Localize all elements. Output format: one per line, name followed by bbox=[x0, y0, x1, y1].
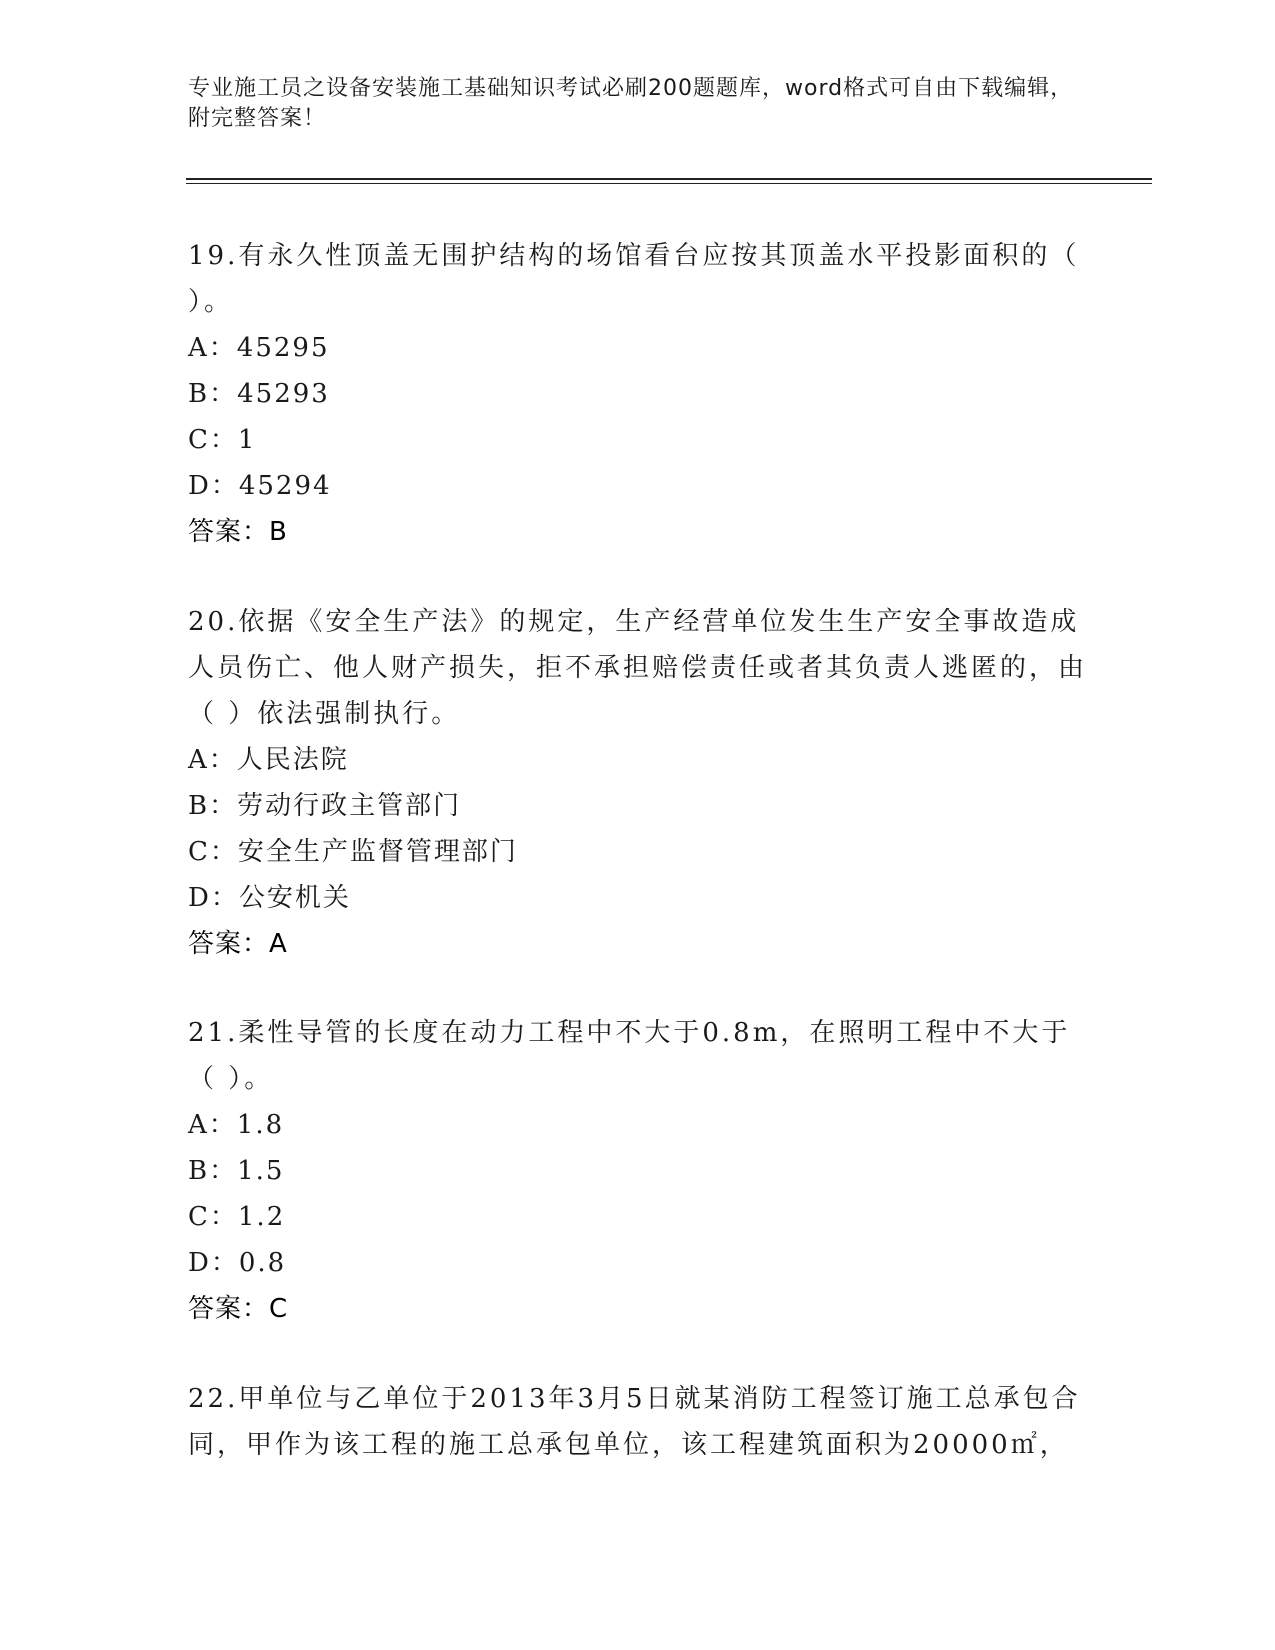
option-b: B：45293 bbox=[188, 379, 330, 409]
question-stem: 22.甲单位与乙单位于2013年3月5日就某消防工程签订施工总承包合同，甲作为该工程的施工总承包单位，该工程建筑面积为20000㎡， bbox=[188, 1384, 1081, 1460]
option-d: D：0.8 bbox=[188, 1248, 287, 1278]
option-d: D：45294 bbox=[188, 471, 332, 501]
question-20 bbox=[188, 599, 1088, 967]
question-21 bbox=[188, 1010, 1088, 1332]
option-a: A：人民法院 bbox=[188, 745, 349, 775]
answer: 答案：B bbox=[188, 517, 288, 547]
answer: 答案：A bbox=[188, 929, 288, 959]
question-19 bbox=[188, 233, 1088, 555]
option-b: B：1.5 bbox=[188, 1156, 285, 1186]
option-d: D：公安机关 bbox=[188, 883, 351, 913]
question-stem: 21.柔性导管的长度在动力工程中不大于0.8m，在照明工程中不大于（ ）。 bbox=[188, 1018, 1071, 1094]
header-divider-thin bbox=[186, 183, 1152, 184]
document-header: 专业施工员之设备安装施工基础知识考试必刷200题题库，word格式可自由下载编辑，附完整答案！ bbox=[188, 76, 1074, 131]
option-c: C：1 bbox=[188, 425, 257, 455]
question-stem: 19.有永久性顶盖无围护结构的场馆看台应按其顶盖水平投影面积的（ ）。 bbox=[188, 241, 1080, 317]
option-a: A：45295 bbox=[188, 333, 330, 363]
option-c: C：安全生产监督管理部门 bbox=[188, 837, 518, 867]
answer: 答案：C bbox=[188, 1294, 289, 1324]
header-divider bbox=[186, 178, 1152, 180]
option-a: A：1.8 bbox=[188, 1110, 285, 1140]
question-22 bbox=[188, 1376, 1088, 1468]
question-stem: 20.依据《安全生产法》的规定，生产经营单位发生生产安全事故造成人员伤亡、他人财产损失，拒不承担赔偿责任或者其负责人逃匿的，由（ ）依法强制执行。 bbox=[188, 607, 1088, 729]
option-c: C：1.2 bbox=[188, 1202, 286, 1232]
option-b: B：劳动行政主管部门 bbox=[188, 791, 462, 821]
